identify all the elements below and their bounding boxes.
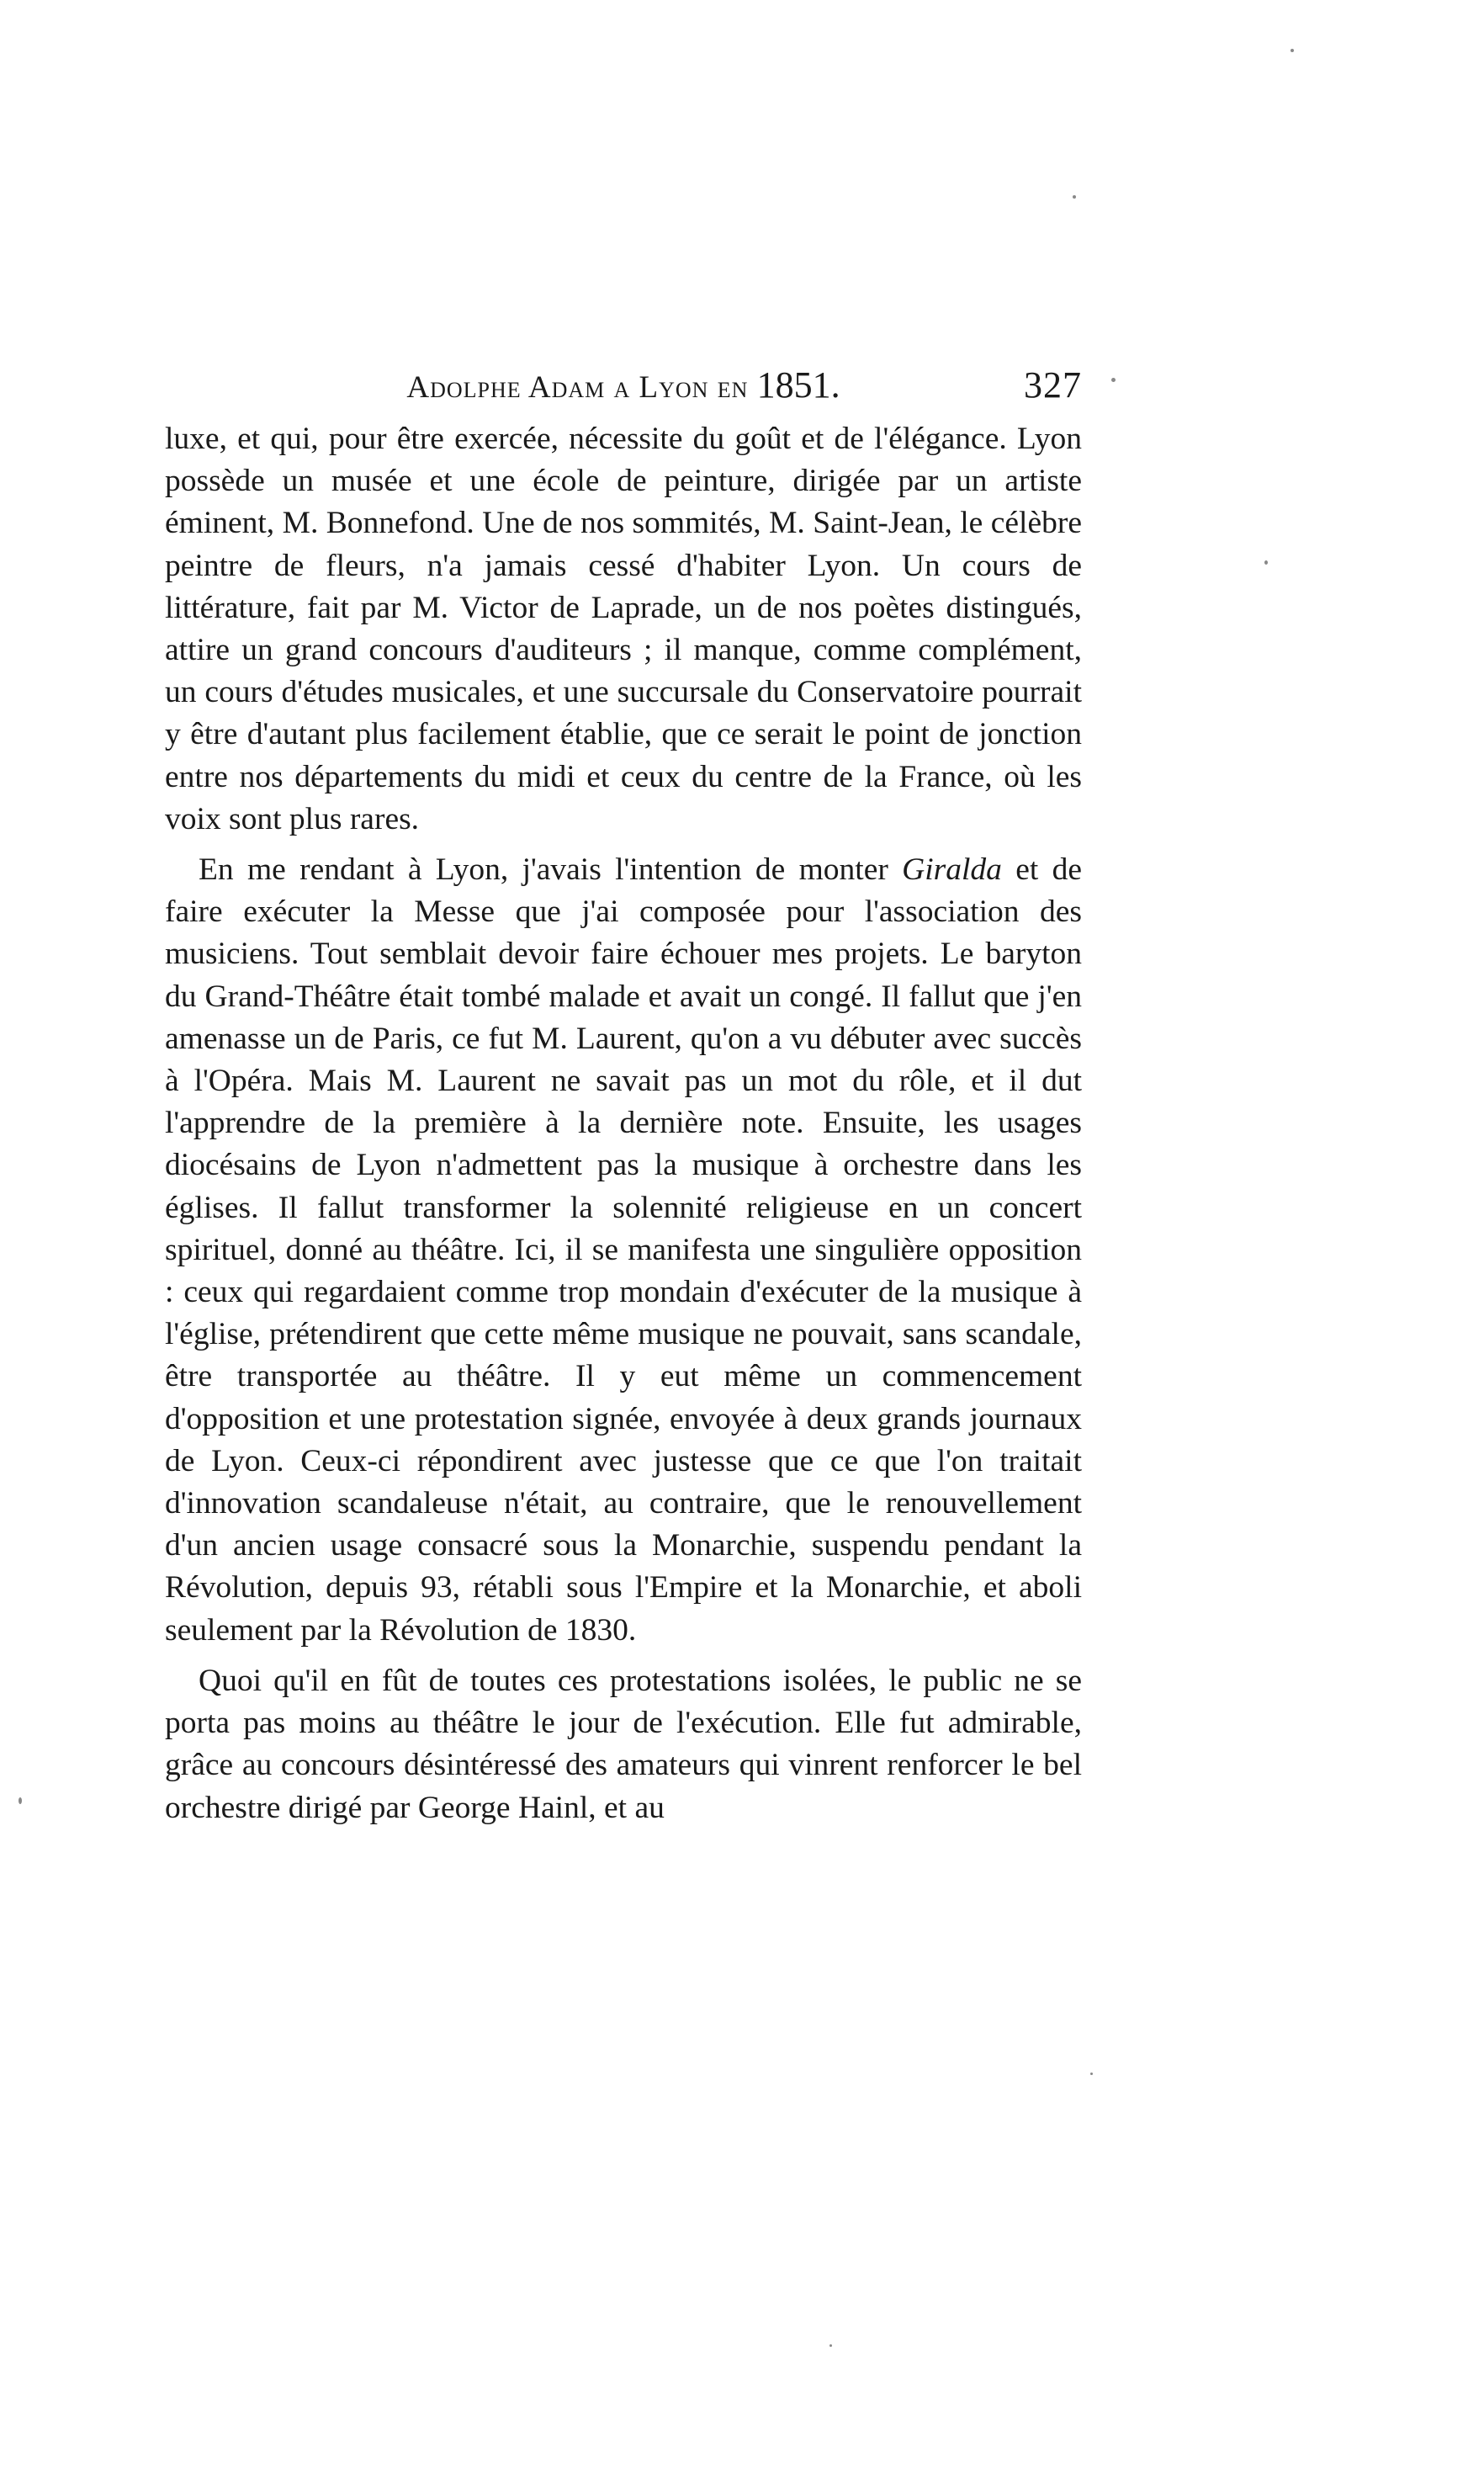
paragraph-3: Quoi qu'il en fût de toutes ces protestations isolées, le public ne se porta pas moins au théâtre le jour de l'exécution. Elle fut admirable, grâce au concours désintéressé des amateurs qui vinrent renforcer le bel orchestre dirigé par George Hainl, et au (165, 1663, 1082, 1825)
page-number: 327 (1024, 364, 1082, 406)
scan-speck (829, 2344, 832, 2347)
opera-title-giralda: Giralda (902, 852, 1002, 888)
scan-speck (1073, 195, 1076, 199)
running-title-text: Adolphe Adam a Lyon en (406, 370, 749, 405)
scan-speck (1264, 560, 1268, 565)
running-head (165, 364, 1082, 414)
body-text (165, 418, 1082, 1838)
scan-speck (1090, 2073, 1093, 2075)
paragraph-2-rest: et de faire exécuter la Messe que j'ai composée pour l'association des musiciens. Tout semblait devoir faire échouer mes projets. Le baryton du Grand-Théâtre était tombé malade et avait un congé. Il fallut que j'en amenasse un de Paris, ce fut M. Laurent, qu'on a vu débuter avec succès à l'Opéra. Mais M. Laurent ne savait pas un mot du rôle, et il dut l'apprendre de la première à la dernière note. Ensuite, les usages diocésains de Lyon n'admettent pas la musique à orchestre dans les églises. Il fallut transformer la solennité religieuse en un concert spirituel, donné au théâtre. Ici, il se manifesta une singulière opposition : ceux qui regardaient comme trop mondain d'exécuter de la musique à l'église, prétendirent que cette même musique ne pouvait, sans scandale, être transportée au théâtre. Il y eut même un commencement d'opposition et une protestation signée, envoyée à deux grands journaux de Lyon. Ceux-ci répondirent avec justesse que ce que l'on traitait d'innovation scandaleuse n'était, au contraire, que le renouvellement d'un ancien usage consacré sous la Monarchie, suspendu pendant la Révolution, depuis 93, rétabli sous l'Empire et la Monarchie, et aboli seulement par la Révolution de 1830. (165, 852, 1082, 1648)
scan-speck (1111, 378, 1116, 382)
running-title-year: 1851. (756, 364, 840, 406)
paragraph-1: luxe, et qui, pour être exercée, nécessite du goût et de l'élégance. Lyon possède un musée et une école de peinture, dirigée par un artiste éminent, M. Bonnefond. Une de nos sommités, M. Saint-Jean, le célèbre peintre de fleurs, n'a jamais cessé d'habiter Lyon. Un cours de littérature, fait par M. Victor de Laprade, un de nos poètes distingués, attire un grand concours d'auditeurs ; il manque, comme complément, un cours d'études musicales, et une succursale du Conservatoire pourrait y être d'autant plus facilement établie, que ce serait le point de jonction entre nos départements du midi et ceux du centre de la France, où les voix sont plus rares. (165, 422, 1082, 836)
running-title (165, 364, 1082, 406)
paragraph-2-start: En me rendant à Lyon, j'avais l'intention de monter (199, 852, 903, 888)
scan-speck (19, 1797, 22, 1804)
paragraph-2 (165, 849, 1082, 1652)
scan-speck (1291, 49, 1294, 52)
